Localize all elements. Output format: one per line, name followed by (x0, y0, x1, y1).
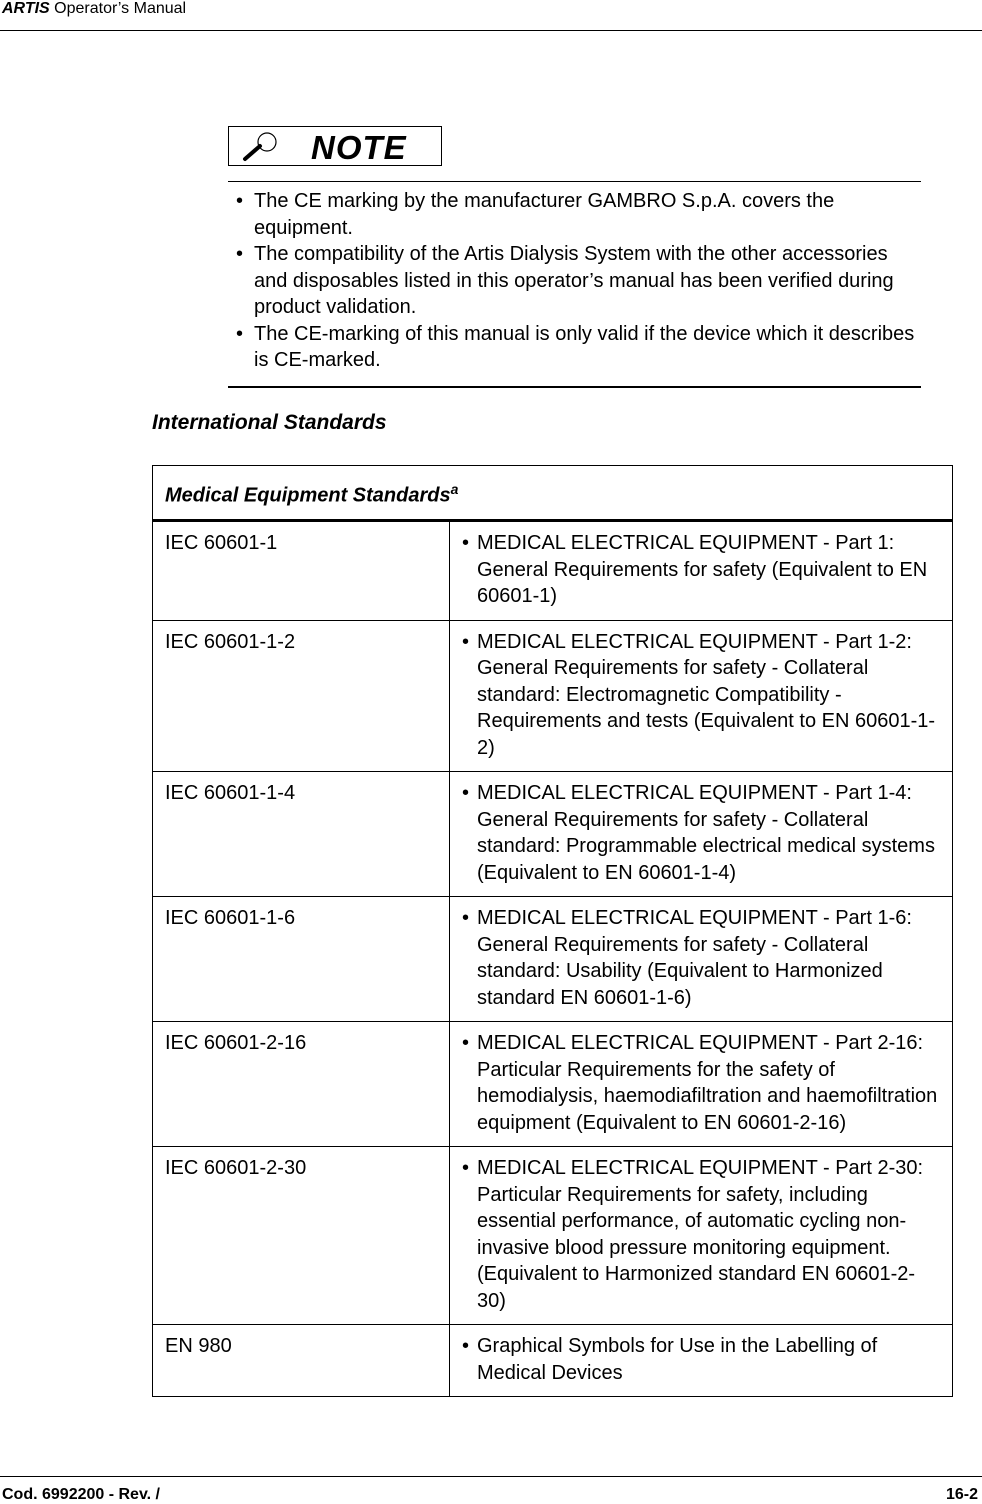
manual-title (2, 0, 186, 18)
bullet: • (462, 532, 470, 555)
standard-description-cell (450, 620, 953, 772)
note-item (236, 241, 916, 321)
standard-description: MEDICAL ELECTRICAL EQUIPMENT - Part 1: General Requirements for safety (Equivalent to EN 60601-1) (477, 532, 928, 608)
standard-description-cell (450, 1022, 953, 1147)
standard-code: IEC 60601-2-16 (153, 1022, 450, 1147)
section-title: International Standards (152, 411, 387, 434)
table-row (153, 1147, 953, 1325)
standard-code: IEC 60601-1-6 (153, 897, 450, 1022)
table-row (153, 521, 953, 621)
page-header (0, 0, 982, 31)
standard-description-cell (450, 521, 953, 621)
table-row (153, 772, 953, 897)
bullet: • (462, 630, 470, 653)
standard-description-cell (450, 897, 953, 1022)
magnifier-icon (241, 131, 281, 165)
note-item (236, 188, 916, 241)
page-footer (0, 1476, 982, 1503)
note-item-text: The CE marking by the manufacturer GAMBRO S.p.A. covers the equipment. (254, 190, 835, 239)
standard-code: IEC 60601-2-30 (153, 1147, 450, 1325)
bullet: • (236, 243, 244, 265)
standard-description: MEDICAL ELECTRICAL EQUIPMENT - Part 2-16: Particular Requirements for the safety of hemodialysis, haemodiafiltration and haemofiltration equipment (Equivalent to EN 60601-2-16) (477, 1032, 938, 1134)
standards-table (152, 465, 953, 1397)
table-header (153, 466, 953, 521)
table-row (153, 1022, 953, 1147)
standard-description: MEDICAL ELECTRICAL EQUIPMENT - Part 1-6: General Requirements for safety - Collateral standard: Usability (Equivalent to Harmonized standard EN 60601-1-6) (477, 907, 912, 1009)
note-list (236, 188, 916, 374)
standard-description: Graphical Symbols for Use in the Labelling of Medical Devices (477, 1335, 878, 1384)
standard-description-cell (450, 1147, 953, 1325)
table-row (153, 897, 953, 1022)
standard-code: IEC 60601-1 (153, 521, 450, 621)
page-number: 16-2 (945, 1486, 978, 1503)
standard-description: MEDICAL ELECTRICAL EQUIPMENT - Part 1-4: General Requirements for safety - Collateral standard: Programmable electrical medical systems (Equivalent to EN 60601-1-4) (477, 782, 935, 884)
table-row (153, 1325, 953, 1397)
footnote-marker: a (450, 481, 459, 497)
standard-description-cell (450, 772, 953, 897)
note-label: NOTE (311, 129, 407, 166)
note-divider-bottom (228, 386, 921, 388)
brand-name: ARTIS (2, 0, 50, 17)
bullet: • (462, 782, 470, 805)
table-row (153, 620, 953, 772)
bullet: • (462, 1032, 470, 1055)
bullet: • (236, 322, 244, 345)
standard-code: EN 980 (153, 1325, 450, 1397)
bullet: • (462, 907, 470, 930)
standard-code: IEC 60601-1-4 (153, 772, 450, 897)
standard-description-cell (450, 1325, 953, 1397)
note-item-text: The CE-marking of this manual is only valid if the device which it describes is CE-marked. (254, 322, 915, 371)
bullet: • (236, 190, 244, 212)
note-divider-top (228, 181, 921, 182)
manual-subtitle: Operator’s Manual (54, 0, 187, 17)
standard-code: IEC 60601-1-2 (153, 620, 450, 772)
document-code: Cod. 6992200 - Rev. / (2, 1486, 160, 1503)
standard-description: MEDICAL ELECTRICAL EQUIPMENT - Part 2-30: Particular Requirements for safety, including essential performance, of automatic cycling non-invasive blood pressure monitoring equipment. (Equivalent to Harmonized standard EN 60601-2-30) (477, 1157, 924, 1312)
standard-description: MEDICAL ELECTRICAL EQUIPMENT - Part 1-2: General Requirements for safety - Collateral standard: Electromagnetic Compatibility - Requirements and tests (Equivalent to EN 60601-1-2) (477, 630, 936, 759)
bullet: • (462, 1335, 470, 1358)
bullet: • (462, 1157, 470, 1180)
note-item-text: The compatibility of the Artis Dialysis System with the other accessories and disposables listed in this operator’s manual has been verified during product validation. (254, 243, 894, 318)
table-header-text: Medical Equipment Standards (165, 484, 451, 507)
table-header-row (153, 466, 953, 521)
note-box (228, 126, 442, 166)
note-item (236, 321, 916, 374)
